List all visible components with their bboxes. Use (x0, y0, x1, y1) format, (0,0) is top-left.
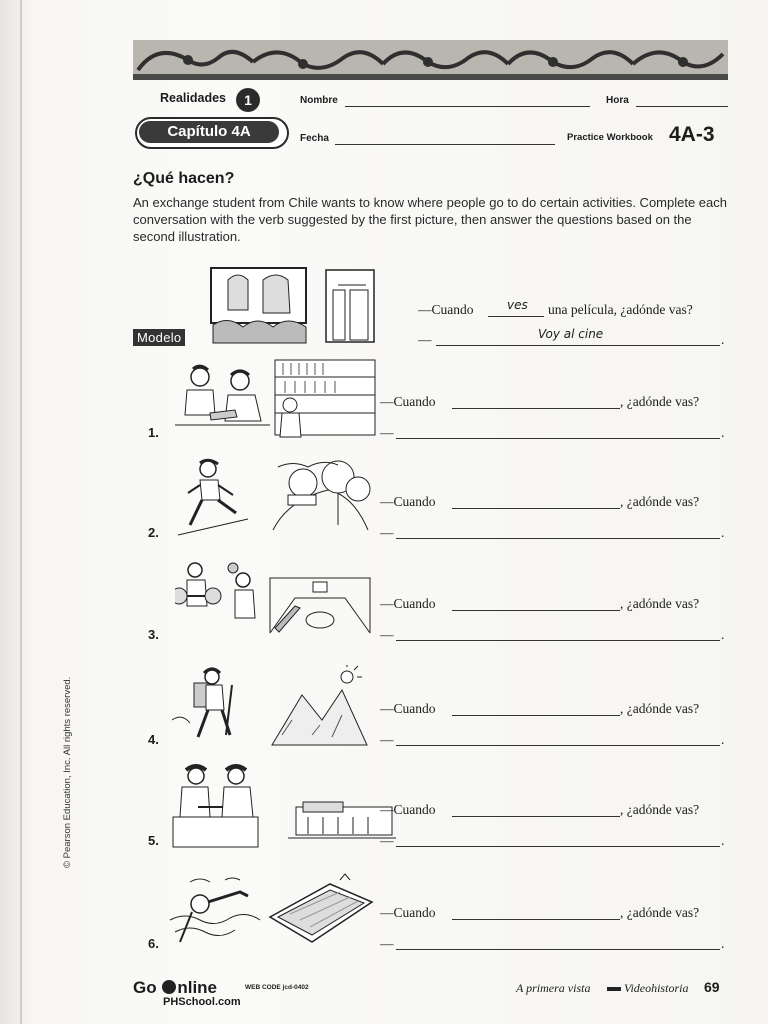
go-online-logo[interactable] (133, 978, 217, 998)
realidades-level-badge: 1 (236, 88, 260, 112)
go-online-text-2: nline (177, 978, 218, 997)
item-answer-period: . (721, 525, 725, 540)
item-answer-dash: — (380, 627, 394, 642)
item-question-end: , ¿adónde vas? (620, 802, 700, 817)
item-answer-line[interactable] (396, 538, 720, 539)
hora-label: Hora (606, 95, 629, 106)
item-question-start: —Cuando (380, 701, 436, 716)
page-spine (20, 0, 22, 1024)
item-question-end: , ¿adónde vas? (620, 394, 700, 409)
item-answer-dash: — (380, 525, 394, 540)
swimming-pool-illustration (170, 872, 375, 952)
item-number: 5. (148, 833, 159, 848)
item-answer-period: . (721, 732, 725, 747)
section-name: A primera vista (516, 981, 591, 995)
item-answer-dash: — (380, 833, 394, 848)
modelo-question-start: —Cuando (418, 302, 474, 317)
workbook-code: 4A-3 (669, 123, 715, 146)
globe-icon (162, 980, 176, 994)
fecha-label: Fecha (300, 133, 329, 144)
item-number: 4. (148, 732, 159, 747)
copyright-notice: © Pearson Education, Inc. All rights reserved. (62, 676, 73, 868)
item-answer-dash: — (380, 936, 394, 951)
web-code: WEB CODE jcd-0402 (245, 984, 309, 991)
decorative-banner (133, 40, 728, 80)
modelo-answer-text: Voy al cine (538, 327, 604, 341)
hora-field[interactable] (636, 106, 728, 107)
hiking-mountains-illustration (172, 665, 372, 750)
item-answer-line[interactable] (396, 640, 720, 641)
movie-watching-illustration (208, 265, 378, 345)
modelo-verb-answer: ves (507, 298, 528, 312)
item-answer-line[interactable] (396, 846, 720, 847)
item-number: 6. (148, 936, 159, 951)
footer-separator (607, 987, 621, 991)
modelo-answer-line (436, 345, 720, 346)
item-answer-period: . (721, 425, 725, 440)
realidades-label: Realidades (160, 91, 227, 105)
item-answer-dash: — (380, 425, 394, 440)
activity-instructions: An exchange student from Chile wants to know where people go to do certain activities. Complete each conversation with the verb suggested by the first picture, then answer the questions based on the second illustration. (133, 195, 728, 244)
capitulo-label: Capítulo 4A (139, 121, 279, 143)
modelo-question-end: una película, ¿adónde vas? (548, 302, 693, 317)
item-verb-blank[interactable] (452, 508, 620, 509)
reading-students-illustration (165, 355, 380, 440)
item-verb-blank[interactable] (452, 715, 620, 716)
item-question-start: —Cuando (380, 905, 436, 920)
videohistoria-label: Videohistoria (624, 981, 689, 995)
item-answer-line[interactable] (396, 949, 720, 950)
item-question-end: , ¿adónde vas? (620, 596, 700, 611)
item-question-end: , ¿adónde vas? (620, 905, 700, 920)
item-question-end: , ¿adónde vas? (620, 494, 700, 509)
modelo-answer-period: . (721, 332, 725, 347)
item-number: 2. (148, 525, 159, 540)
item-question-start: —Cuando (380, 494, 436, 509)
item-answer-period: . (721, 833, 725, 848)
item-verb-blank[interactable] (452, 919, 620, 920)
item-question-start: —Cuando (380, 394, 436, 409)
item-verb-blank[interactable] (452, 408, 620, 409)
go-online-text-1: Go (133, 978, 162, 997)
item-verb-blank[interactable] (452, 610, 620, 611)
item-answer-period: . (721, 627, 725, 642)
weightlifting-gym-illustration (175, 558, 375, 643)
modelo-label: Modelo (133, 329, 185, 346)
item-answer-period: . (721, 936, 725, 951)
nombre-field[interactable] (345, 106, 590, 107)
activity-title: ¿Qué hacen? (133, 170, 235, 187)
phschool-link[interactable]: PHSchool.com (163, 996, 241, 1008)
item-number: 1. (148, 425, 159, 440)
workbook-label: Practice Workbook (567, 132, 653, 143)
item-question-end: , ¿adónde vas? (620, 701, 700, 716)
page-number: 69 (704, 979, 720, 995)
item-answer-line[interactable] (396, 438, 720, 439)
modelo-verb-blank (488, 316, 544, 317)
item-question-start: —Cuando (380, 802, 436, 817)
nombre-label: Nombre (300, 95, 338, 106)
item-number: 3. (148, 627, 159, 642)
fecha-field[interactable] (335, 144, 555, 145)
item-question-start: —Cuando (380, 596, 436, 611)
item-answer-line[interactable] (396, 745, 720, 746)
item-verb-blank[interactable] (452, 816, 620, 817)
modelo-answer-dash: — (418, 332, 432, 347)
eating-restaurant-illustration (168, 762, 396, 852)
item-answer-dash: — (380, 732, 394, 747)
running-park-illustration (178, 455, 378, 540)
